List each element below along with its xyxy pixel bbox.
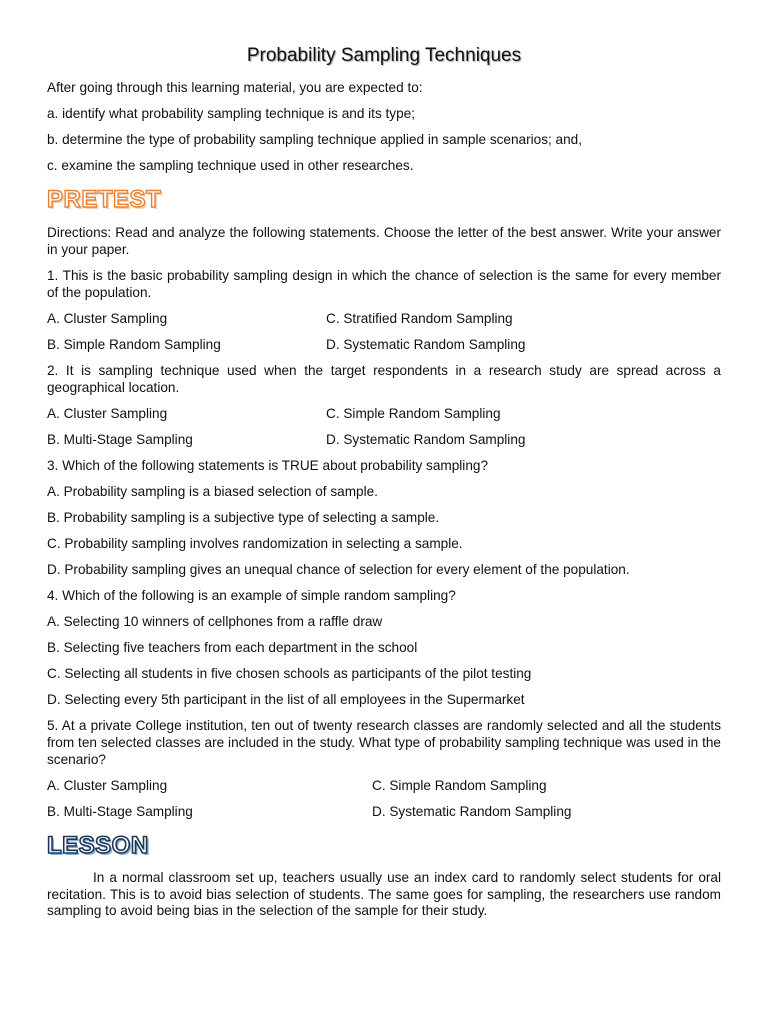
q5-option-a: A. Cluster Sampling (47, 778, 168, 793)
q4-option-a: A. Selecting 10 winners of cellphones from a raffle draw (47, 614, 383, 629)
q1-option-c: C. Stratified Random Sampling (326, 311, 513, 326)
q5-option-b: B. Multi-Stage Sampling (47, 804, 193, 819)
q3-option-b: B. Probability sampling is a subjective type of selecting a sample. (47, 510, 440, 525)
question-4: 4. Which of the following is an example of simple random sampling? (47, 588, 456, 603)
q4-option-c: C. Selecting all students in five chosen schools as participants of the pilot testing (47, 666, 532, 681)
q1-option-b: B. Simple Random Sampling (47, 337, 221, 352)
q2-option-c: C. Simple Random Sampling (326, 406, 501, 421)
q2-option-d: D. Systematic Random Sampling (326, 432, 526, 447)
page-title: Probability Sampling Techniques (246, 45, 522, 66)
question-1: 1. This is the basic probability sampling design in which the chance of selection is the same for every member of the population. (47, 268, 721, 300)
q1-options-row-1 (47, 310, 721, 327)
lesson-heading: LESSON (47, 832, 149, 859)
pretest-directions: Directions: Read and analyze the following statements. Choose the letter of the best answer. Write your answer in your paper. (47, 225, 721, 257)
question-2: 2. It is sampling technique used when the target respondents in a research study are spread across a geographical location. (47, 363, 721, 395)
lesson-paragraph: In a normal classroom set up, teachers usually use an index card to randomly select students for oral recitation. This is to avoid bias selection of students. The same goes for sampling, the researchers use random sampling to avoid being bias in the selection of the sample for their study. (47, 870, 721, 918)
q2-options-row-2 (47, 431, 721, 448)
q5-options-row-2 (47, 803, 721, 820)
q4-option-b: B. Selecting five teachers from each department in the school (47, 640, 418, 655)
q3-option-c: C. Probability sampling involves randomization in selecting a sample. (47, 536, 463, 551)
q2-options-row-1 (47, 405, 721, 422)
q3-option-d: D. Probability sampling gives an unequal chance of selection for every element of the population. (47, 562, 630, 577)
q5-option-c: C. Simple Random Sampling (372, 778, 547, 793)
q1-options-row-2 (47, 336, 721, 353)
q1-option-d: D. Systematic Random Sampling (326, 337, 526, 352)
pretest-heading: PRETEST (47, 186, 162, 213)
objective-item: a. identify what probability sampling technique is and its type; (47, 106, 415, 121)
q1-option-a: A. Cluster Sampling (47, 311, 168, 326)
objective-item: c. examine the sampling technique used in other researches. (47, 158, 414, 173)
q4-option-d: D. Selecting every 5th participant in the list of all employees in the Supermarket (47, 692, 525, 707)
q2-option-b: B. Multi-Stage Sampling (47, 432, 193, 447)
question-5: 5. At a private College institution, ten out of twenty research classes are randomly selected and all the students from ten selected classes are included in the study. What type of probability sampling technique was used in the scenario? (47, 718, 721, 767)
q3-option-a: A. Probability sampling is a biased selection of sample. (47, 484, 378, 499)
question-3: 3. Which of the following statements is TRUE about probability sampling? (47, 458, 489, 473)
q2-option-a: A. Cluster Sampling (47, 406, 168, 421)
q5-option-d: D. Systematic Random Sampling (372, 804, 572, 819)
q5-options-row-1 (47, 777, 721, 794)
objective-item: b. determine the type of probability sampling technique applied in sample scenarios; and, (47, 132, 583, 147)
objectives-intro: After going through this learning material, you are expected to: (47, 80, 423, 95)
